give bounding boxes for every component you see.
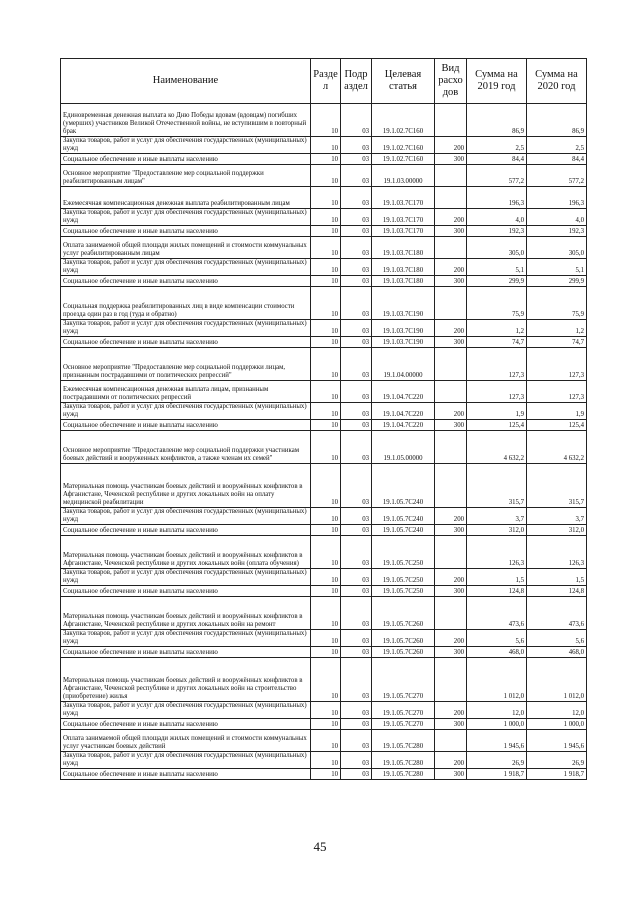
row-razdel: 10 <box>311 525 341 536</box>
row-expense-type: 300 <box>435 647 467 658</box>
row-expense-type <box>435 187 467 209</box>
table-row <box>61 259 587 276</box>
table-row <box>61 658 587 702</box>
row-name: Основное мероприятие "Предоставление мер социальной поддержки лицам, признанным пострадавшими от политических репрессий" <box>61 348 311 381</box>
row-expense-type: 300 <box>435 337 467 348</box>
table-row <box>61 569 587 586</box>
table-row <box>61 597 587 630</box>
table-row <box>61 403 587 420</box>
row-sum-2019: 125,4 <box>467 420 527 431</box>
row-podrazdel: 03 <box>341 287 372 320</box>
row-podrazdel: 03 <box>341 630 372 647</box>
row-name: Закупка товаров, работ и услуг для обеспечения государственных (муниципальных) нужд <box>61 569 311 586</box>
row-sum-2020: 4,0 <box>527 209 587 226</box>
row-target-article: 19.1.03.7С180 <box>372 276 435 287</box>
row-sum-2019: 127,3 <box>467 348 527 381</box>
row-sum-2020: 125,4 <box>527 420 587 431</box>
row-sum-2019: 3,7 <box>467 508 527 525</box>
row-podrazdel: 03 <box>341 586 372 597</box>
row-target-article: 19.1.05.7С240 <box>372 508 435 525</box>
row-sum-2019: 4 632,2 <box>467 431 527 464</box>
table-row <box>61 464 587 508</box>
row-expense-type <box>435 536 467 569</box>
row-name: Оплата занимаемой общей площади жилых помещений и стоимости коммунальных услуг реабилитированным лицам <box>61 237 311 259</box>
row-podrazdel: 03 <box>341 320 372 337</box>
row-name: Закупка товаров, работ и услуг для обеспечения государственных (муниципальных) нужд <box>61 259 311 276</box>
table-body <box>61 104 587 780</box>
row-expense-type: 300 <box>435 586 467 597</box>
row-expense-type: 200 <box>435 752 467 769</box>
row-target-article: 19.1.03.7С190 <box>372 320 435 337</box>
row-target-article: 19.1.05.00000 <box>372 431 435 464</box>
row-expense-type: 300 <box>435 525 467 536</box>
row-sum-2020: 2,5 <box>527 137 587 154</box>
table-row <box>61 104 587 137</box>
table-row <box>61 647 587 658</box>
row-sum-2020: 1 945,6 <box>527 730 587 752</box>
row-podrazdel: 03 <box>341 381 372 403</box>
row-name: Материальная помощь участникам боевых действий и вооружённых конфликтов в Афганистане, Чеченской республике и других локальных войн (оплата обучения) <box>61 536 311 569</box>
row-name: Основное мероприятие "Предоставление мер социальной поддержки участникам боевых действий и вооруженных конфликтов, а также членам их семей" <box>61 431 311 464</box>
row-sum-2020: 468,0 <box>527 647 587 658</box>
table-row <box>61 431 587 464</box>
row-sum-2019: 75,9 <box>467 287 527 320</box>
row-razdel: 10 <box>311 508 341 525</box>
table-row <box>61 630 587 647</box>
row-expense-type: 200 <box>435 320 467 337</box>
header-sum-2019: Сумма на 2019 год <box>467 59 527 104</box>
row-expense-type <box>435 597 467 630</box>
row-sum-2020: 74,7 <box>527 337 587 348</box>
row-podrazdel: 03 <box>341 658 372 702</box>
row-target-article: 19.1.03.7С190 <box>372 337 435 348</box>
budget-table <box>60 58 587 780</box>
row-name: Социальное обеспечение и иные выплаты населению <box>61 276 311 287</box>
table-row <box>61 719 587 730</box>
row-name: Социальное обеспечение и иные выплаты населению <box>61 337 311 348</box>
table-row <box>61 752 587 769</box>
row-name: Закупка товаров, работ и услуг для обеспечения государственных (муниципальных) нужд <box>61 209 311 226</box>
row-sum-2019: 312,0 <box>467 525 527 536</box>
row-razdel: 10 <box>311 381 341 403</box>
row-podrazdel: 03 <box>341 464 372 508</box>
row-podrazdel: 03 <box>341 569 372 586</box>
row-razdel: 10 <box>311 259 341 276</box>
row-razdel: 10 <box>311 104 341 137</box>
row-name: Ежемесячная компенсационная денежная выплата лицам, признанным пострадавшими от политических репрессий <box>61 381 311 403</box>
row-name: Закупка товаров, работ и услуг для обеспечения государственных (муниципальных) нужд <box>61 752 311 769</box>
row-sum-2020: 1,5 <box>527 569 587 586</box>
row-sum-2019: 84,4 <box>467 154 527 165</box>
row-expense-type <box>435 464 467 508</box>
row-name: Социальное обеспечение и иные выплаты населению <box>61 586 311 597</box>
row-razdel: 10 <box>311 165 341 187</box>
row-expense-type: 200 <box>435 702 467 719</box>
row-sum-2019: 1,9 <box>467 403 527 420</box>
row-sum-2019: 196,3 <box>467 187 527 209</box>
row-razdel: 10 <box>311 187 341 209</box>
table-row <box>61 586 587 597</box>
row-sum-2019: 305,0 <box>467 237 527 259</box>
row-target-article: 19.1.05.7С250 <box>372 586 435 597</box>
row-podrazdel: 03 <box>341 769 372 780</box>
row-podrazdel: 03 <box>341 431 372 464</box>
row-name: Материальная помощь участникам боевых действий и вооружённых конфликтов в Афганистане, Чеченской республике и других локальных войн на строительство (приобретение) жилья <box>61 658 311 702</box>
table-row <box>61 348 587 381</box>
row-razdel: 10 <box>311 730 341 752</box>
row-sum-2019: 5,6 <box>467 630 527 647</box>
row-razdel: 10 <box>311 464 341 508</box>
row-sum-2019: 1,2 <box>467 320 527 337</box>
row-podrazdel: 03 <box>341 420 372 431</box>
table-row <box>61 320 587 337</box>
row-name: Единовременная денежная выплата ко Дню Победы вдовам (вдовцам) погибших (умерших) участников Великой Отечественной войны, не вступившим в повторный брак <box>61 104 311 137</box>
row-sum-2020: 127,3 <box>527 348 587 381</box>
row-target-article: 19.1.05.7С260 <box>372 630 435 647</box>
table-row <box>61 337 587 348</box>
row-expense-type: 200 <box>435 209 467 226</box>
row-sum-2019: 5,1 <box>467 259 527 276</box>
row-podrazdel: 03 <box>341 403 372 420</box>
row-name: Ежемесячная компенсационная денежная выплата реабилитированным лицам <box>61 187 311 209</box>
row-sum-2019: 299,9 <box>467 276 527 287</box>
row-sum-2020: 5,1 <box>527 259 587 276</box>
row-sum-2020: 12,0 <box>527 702 587 719</box>
row-podrazdel: 03 <box>341 647 372 658</box>
row-expense-type <box>435 104 467 137</box>
header-target: Целевая статья <box>372 59 435 104</box>
row-podrazdel: 03 <box>341 165 372 187</box>
row-sum-2020: 1 012,0 <box>527 658 587 702</box>
row-razdel: 10 <box>311 237 341 259</box>
row-target-article: 19.1.05.7С260 <box>372 647 435 658</box>
row-podrazdel: 03 <box>341 259 372 276</box>
row-name: Социальное обеспечение и иные выплаты населению <box>61 420 311 431</box>
row-target-article: 19.1.03.7С190 <box>372 287 435 320</box>
row-sum-2020: 1,9 <box>527 403 587 420</box>
row-razdel: 10 <box>311 209 341 226</box>
row-sum-2019: 126,3 <box>467 536 527 569</box>
row-sum-2019: 12,0 <box>467 702 527 719</box>
row-podrazdel: 03 <box>341 209 372 226</box>
row-target-article: 19.1.05.7С260 <box>372 597 435 630</box>
row-sum-2019: 1,5 <box>467 569 527 586</box>
row-expense-type: 200 <box>435 569 467 586</box>
row-sum-2020: 315,7 <box>527 464 587 508</box>
row-target-article: 19.1.05.7С270 <box>372 719 435 730</box>
row-sum-2020: 86,9 <box>527 104 587 137</box>
row-sum-2020: 4 632,2 <box>527 431 587 464</box>
row-podrazdel: 03 <box>341 104 372 137</box>
row-podrazdel: 03 <box>341 702 372 719</box>
table-row <box>61 276 587 287</box>
row-razdel: 10 <box>311 287 341 320</box>
row-name: Закупка товаров, работ и услуг для обеспечения государственных (муниципальных) нужд <box>61 137 311 154</box>
table-row <box>61 769 587 780</box>
page-number: 45 <box>313 839 327 854</box>
row-podrazdel: 03 <box>341 226 372 237</box>
row-sum-2020: 577,2 <box>527 165 587 187</box>
table-row <box>61 187 587 209</box>
table-header-row <box>61 59 587 104</box>
row-name: Закупка товаров, работ и услуг для обеспечения государственных (муниципальных) нужд <box>61 508 311 525</box>
row-name: Социальная поддержка реабилитированных лиц в виде компенсации стоимости проезда один раз в год (туда и обратно) <box>61 287 311 320</box>
row-expense-type: 200 <box>435 508 467 525</box>
header-sum-2020: Сумма на 2020 год <box>527 59 587 104</box>
row-podrazdel: 03 <box>341 137 372 154</box>
row-sum-2019: 468,0 <box>467 647 527 658</box>
row-expense-type <box>435 348 467 381</box>
table-row <box>61 536 587 569</box>
row-razdel: 10 <box>311 276 341 287</box>
row-expense-type <box>435 381 467 403</box>
row-expense-type: 200 <box>435 403 467 420</box>
table-row <box>61 525 587 536</box>
row-sum-2020: 26,9 <box>527 752 587 769</box>
row-sum-2020: 84,4 <box>527 154 587 165</box>
row-expense-type <box>435 658 467 702</box>
row-sum-2020: 1 918,7 <box>527 769 587 780</box>
row-sum-2019: 577,2 <box>467 165 527 187</box>
row-target-article: 19.1.03.7С170 <box>372 209 435 226</box>
row-podrazdel: 03 <box>341 348 372 381</box>
row-expense-type <box>435 431 467 464</box>
row-razdel: 10 <box>311 569 341 586</box>
row-razdel: 10 <box>311 769 341 780</box>
row-name: Социальное обеспечение и иные выплаты населению <box>61 719 311 730</box>
row-sum-2019: 86,9 <box>467 104 527 137</box>
row-target-article: 19.1.04.7С220 <box>372 403 435 420</box>
header-razdel: Разде л <box>311 59 341 104</box>
row-podrazdel: 03 <box>341 525 372 536</box>
row-sum-2019: 315,7 <box>467 464 527 508</box>
row-podrazdel: 03 <box>341 536 372 569</box>
row-target-article: 19.1.04.00000 <box>372 348 435 381</box>
row-name: Материальная помощь участникам боевых действий и вооружённых конфликтов в Афганистане, Чеченской республике и других локальных войн на ремонт <box>61 597 311 630</box>
row-podrazdel: 03 <box>341 597 372 630</box>
row-podrazdel: 03 <box>341 276 372 287</box>
row-razdel: 10 <box>311 137 341 154</box>
row-name: Социальное обеспечение и иные выплаты населению <box>61 154 311 165</box>
row-sum-2019: 1 918,7 <box>467 769 527 780</box>
row-razdel: 10 <box>311 431 341 464</box>
table-row <box>61 702 587 719</box>
table-row <box>61 508 587 525</box>
row-target-article: 19.1.02.7С160 <box>372 137 435 154</box>
row-name: Закупка товаров, работ и услуг для обеспечения государственных (муниципальных) нужд <box>61 403 311 420</box>
row-target-article: 19.1.03.7С180 <box>372 237 435 259</box>
row-sum-2020: 5,6 <box>527 630 587 647</box>
row-expense-type <box>435 730 467 752</box>
row-sum-2019: 192,3 <box>467 226 527 237</box>
row-target-article: 19.1.05.7С250 <box>372 569 435 586</box>
row-razdel: 10 <box>311 420 341 431</box>
row-name: Социальное обеспечение и иные выплаты населению <box>61 525 311 536</box>
table-row <box>61 730 587 752</box>
row-sum-2019: 1 945,6 <box>467 730 527 752</box>
row-podrazdel: 03 <box>341 187 372 209</box>
row-name: Основное мероприятие "Предоставление мер социальной поддержки реабилитированным лицам" <box>61 165 311 187</box>
row-sum-2020: 192,3 <box>527 226 587 237</box>
row-sum-2020: 312,0 <box>527 525 587 536</box>
row-podrazdel: 03 <box>341 154 372 165</box>
row-razdel: 10 <box>311 536 341 569</box>
row-expense-type <box>435 237 467 259</box>
row-podrazdel: 03 <box>341 508 372 525</box>
row-target-article: 19.1.03.00000 <box>372 165 435 187</box>
row-expense-type: 300 <box>435 154 467 165</box>
row-name: Материальная помощь участникам боевых действий и вооружённых конфликтов в Афганистане, Чеченской республике и других локальных войн на оплату медицинской реабилитации <box>61 464 311 508</box>
row-podrazdel: 03 <box>341 337 372 348</box>
row-sum-2019: 26,9 <box>467 752 527 769</box>
table-row <box>61 237 587 259</box>
table-row <box>61 287 587 320</box>
row-target-article: 19.1.04.7С220 <box>372 420 435 431</box>
row-sum-2020: 124,8 <box>527 586 587 597</box>
row-target-article: 19.1.05.7С280 <box>372 730 435 752</box>
row-target-article: 19.1.03.7С180 <box>372 259 435 276</box>
row-razdel: 10 <box>311 647 341 658</box>
row-target-article: 19.1.05.7С280 <box>372 769 435 780</box>
row-razdel: 10 <box>311 403 341 420</box>
row-razdel: 10 <box>311 702 341 719</box>
table-row <box>61 420 587 431</box>
row-sum-2020: 75,9 <box>527 287 587 320</box>
row-sum-2020: 1,2 <box>527 320 587 337</box>
table-row <box>61 154 587 165</box>
row-razdel: 10 <box>311 658 341 702</box>
header-name: Наименование <box>61 59 311 104</box>
row-sum-2019: 127,3 <box>467 381 527 403</box>
table-row <box>61 137 587 154</box>
row-razdel: 10 <box>311 320 341 337</box>
row-target-article: 19.1.03.7С170 <box>372 226 435 237</box>
row-name: Социальное обеспечение и иные выплаты населению <box>61 769 311 780</box>
row-expense-type: 200 <box>435 259 467 276</box>
row-name: Оплата занимаемой общей площади жилых помещений и стоимости коммунальных услуг участникам боевых действий <box>61 730 311 752</box>
row-sum-2020: 1 000,0 <box>527 719 587 730</box>
row-sum-2019: 1 012,0 <box>467 658 527 702</box>
row-sum-2020: 473,6 <box>527 597 587 630</box>
row-sum-2019: 74,7 <box>467 337 527 348</box>
row-target-article: 19.1.02.7С160 <box>372 154 435 165</box>
row-expense-type: 300 <box>435 719 467 730</box>
row-expense-type: 300 <box>435 420 467 431</box>
row-podrazdel: 03 <box>341 730 372 752</box>
row-razdel: 10 <box>311 586 341 597</box>
row-razdel: 10 <box>311 597 341 630</box>
row-target-article: 19.1.03.7С170 <box>372 187 435 209</box>
row-razdel: 10 <box>311 348 341 381</box>
row-target-article: 19.1.04.7С220 <box>372 381 435 403</box>
row-razdel: 10 <box>311 630 341 647</box>
row-sum-2020: 299,9 <box>527 276 587 287</box>
table-row <box>61 226 587 237</box>
row-sum-2020: 196,3 <box>527 187 587 209</box>
row-name: Закупка товаров, работ и услуг для обеспечения государственных (муниципальных) нужд <box>61 630 311 647</box>
row-name: Закупка товаров, работ и услуг для обеспечения государственных (муниципальных) нужд <box>61 320 311 337</box>
row-razdel: 10 <box>311 752 341 769</box>
row-sum-2019: 2,5 <box>467 137 527 154</box>
row-name: Социальное обеспечение и иные выплаты населению <box>61 226 311 237</box>
row-name: Социальное обеспечение и иные выплаты населению <box>61 647 311 658</box>
row-name: Закупка товаров, работ и услуг для обеспечения государственных (муниципальных) нужд <box>61 702 311 719</box>
row-expense-type: 300 <box>435 226 467 237</box>
row-expense-type <box>435 287 467 320</box>
row-sum-2019: 1 000,0 <box>467 719 527 730</box>
row-razdel: 10 <box>311 337 341 348</box>
row-sum-2020: 305,0 <box>527 237 587 259</box>
row-razdel: 10 <box>311 154 341 165</box>
row-target-article: 19.1.05.7С270 <box>372 702 435 719</box>
row-podrazdel: 03 <box>341 752 372 769</box>
row-target-article: 19.1.05.7С270 <box>372 658 435 702</box>
row-target-article: 19.1.02.7С160 <box>372 104 435 137</box>
row-sum-2019: 124,8 <box>467 586 527 597</box>
row-sum-2019: 4,0 <box>467 209 527 226</box>
row-razdel: 10 <box>311 719 341 730</box>
table-row <box>61 209 587 226</box>
row-target-article: 19.1.05.7С280 <box>372 752 435 769</box>
row-sum-2019: 473,6 <box>467 597 527 630</box>
row-expense-type: 200 <box>435 137 467 154</box>
row-podrazdel: 03 <box>341 719 372 730</box>
row-expense-type: 300 <box>435 769 467 780</box>
row-target-article: 19.1.05.7С240 <box>372 525 435 536</box>
row-expense-type <box>435 165 467 187</box>
row-sum-2020: 126,3 <box>527 536 587 569</box>
row-sum-2020: 127,3 <box>527 381 587 403</box>
row-razdel: 10 <box>311 226 341 237</box>
row-podrazdel: 03 <box>341 237 372 259</box>
header-podrazdel: Подр аздел <box>341 59 372 104</box>
row-expense-type: 300 <box>435 276 467 287</box>
row-expense-type: 200 <box>435 630 467 647</box>
table-row <box>61 165 587 187</box>
row-target-article: 19.1.05.7С250 <box>372 536 435 569</box>
row-sum-2020: 3,7 <box>527 508 587 525</box>
header-vid: Вид расхо дов <box>435 59 467 104</box>
table-row <box>61 381 587 403</box>
row-target-article: 19.1.05.7С240 <box>372 464 435 508</box>
